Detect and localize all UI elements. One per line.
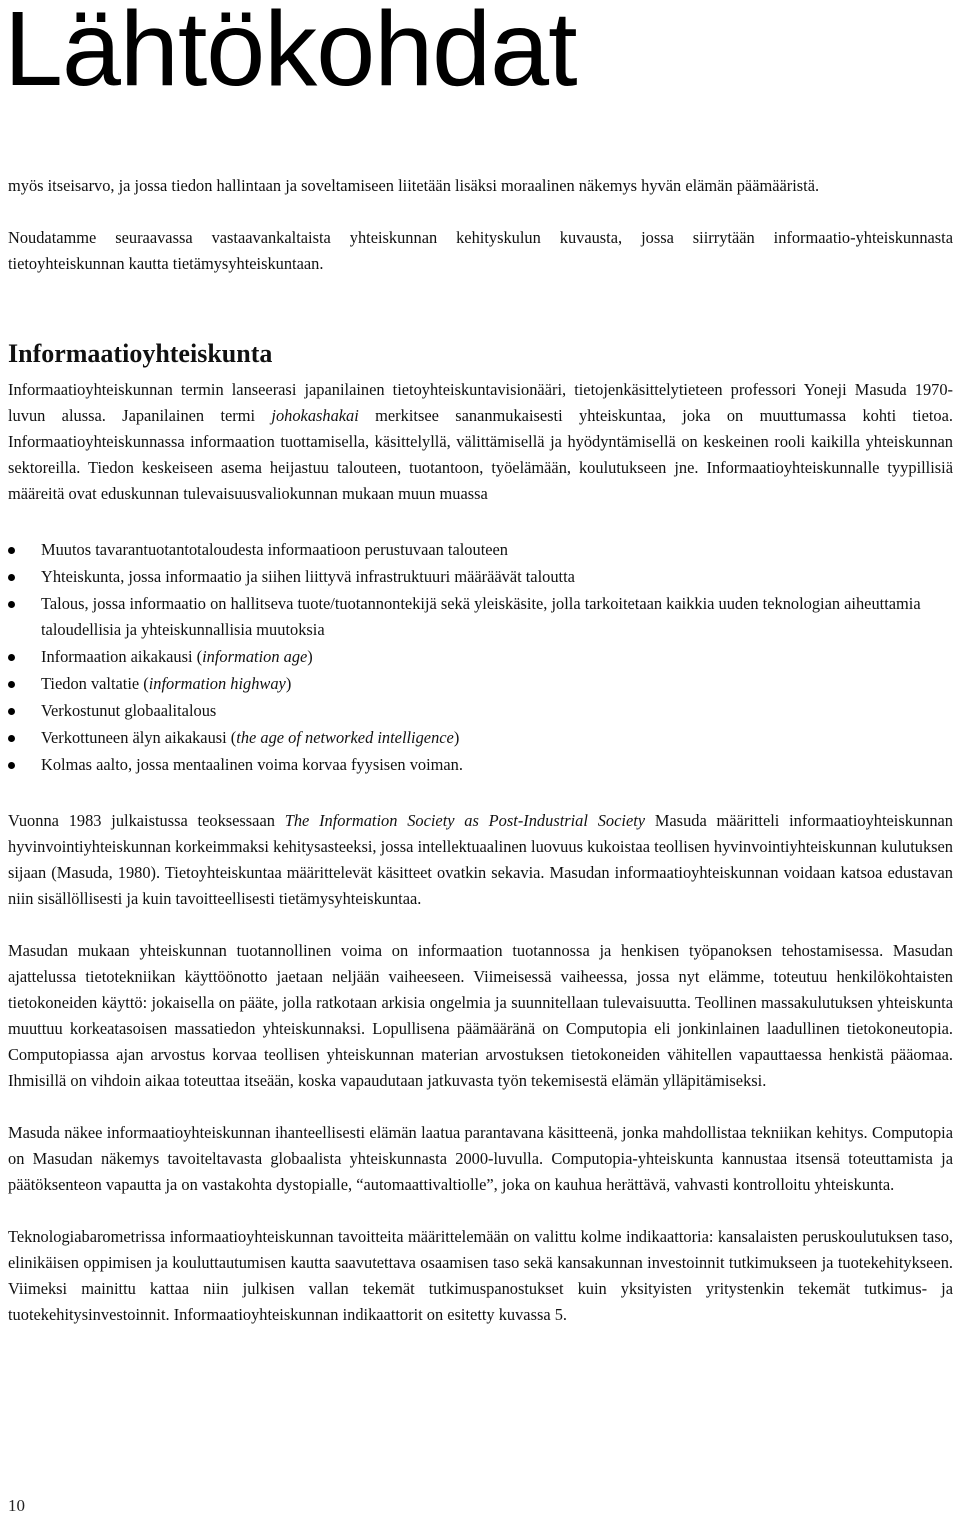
section-paragraph-2 [8, 808, 953, 912]
list-item-italic: information age [202, 647, 308, 666]
list-item [8, 564, 953, 590]
list-item-text: ) [285, 674, 292, 693]
list-item [8, 725, 953, 751]
section-paragraph-4: Masuda näkee informaatioyhteiskunnan ihanteellisesti elämän laatua parantavana käsitteenä, jonka mahdollistaa tekniikan kehitys. Computopia on Masudan näkemys tavoiteltavasta globaalista yhteiskunnasta 2000-luvulla. Computopia-yhteiskunta kannustaa itsensä toteuttamista ja päätöksenteon vapautta ja on vastakohta dystopialle, “automaattivaltiolle”, joka on kauhua herättävä, vahvasti kontrolloitu yhteiskunta. [8, 1123, 953, 1194]
list-item-text: Kolmas aalto, jossa mentaalinen voima korvaa fyysisen voiman. [41, 755, 463, 774]
section-paragraph-1 [8, 377, 953, 507]
list-item [8, 671, 953, 697]
bullet-icon [8, 654, 15, 661]
list-item-text: Verkostunut globaalitalous [41, 701, 217, 720]
list-item-text: Informaation aikakausi ( [41, 647, 203, 666]
list-item-text: Muutos tavarantuotantotaloudesta informaatioon perustuvaan talouteen [41, 540, 508, 559]
bullet-icon [8, 574, 15, 581]
section-paragraph-5: Teknologiabarometrissa informaatioyhteiskunnan tavoitteita määrittelemään on valittu kolme indikaattoria: kansalaisten peruskoulutuksen taso, elinikäisen oppimisen ja kouluttautumisen kautta saavutettava osaamisen taso sekä kansakunnan investoinnit tutkimukseen ja tuotekehitykseen. Viimeksi mainittu kattaa niin julkisen vallan tekemät tutkimuspanostukset kuin yksityisten yritystenkin tekemät tutkimus- ja tuotekehitysinvestoinnit. Informaatioyhteiskunnan indikaattorit on esitetty kuvassa 5. [8, 1227, 953, 1324]
list-item [8, 698, 953, 724]
bullet-icon [8, 681, 15, 688]
list-item-italic: information highway [148, 674, 286, 693]
list-item-text: Talous, jossa informaatio on hallitseva tuote/tuotannontekijä sekä yleiskäsite, jolla tarkoitetaan kaikkia uuden teknologian aiheuttamia taloudellisia ja yhteiskunnallisia muutoksia [41, 594, 921, 639]
bullet-icon [8, 547, 15, 554]
bullet-icon [8, 708, 15, 715]
page-body [8, 173, 953, 1328]
list-item [8, 537, 953, 563]
list-item [8, 752, 953, 778]
section-heading: Informaatioyhteiskunta [8, 339, 273, 368]
paragraph-text: Vuonna 1983 julkaistussa teoksessaan [8, 811, 285, 830]
chapter-header: Lähtökohdat [4, 0, 577, 108]
book-title: The Information Society as Post-Industrial Society [284, 811, 646, 830]
italic-term: johokashakai [271, 406, 359, 425]
bullet-list [8, 537, 953, 778]
list-item-italic: the age of networked intelligence [236, 728, 454, 747]
bullet-icon [8, 762, 15, 769]
page-number: 10 [8, 1496, 25, 1515]
intro-paragraph-1: myös itseisarvo, ja jossa tiedon hallintaan ja soveltamiseen liitetään lisäksi moraalinen näkemys hyvän elämän päämääristä. [8, 176, 820, 195]
paragraph-text: Informaatioyhteiskunnan termin lanseerasi japanilainen tietoyhteiskuntavisionääri, tietojenkäsittelytieteen professori Yoneji Masuda 1970-luvun alussa. Japanilainen termi [8, 380, 953, 425]
paragraph-text: merkitsee sananmukaisesti yhteiskuntaa, joka on muuttumassa kohti tietoa. Informaatioyhteiskunnassa informaation tuottamisella, käsittelyllä, välittämisellä ja hyödyntämisellä on keskeinen rooli kaikilla yhteiskunnan sektoreilla. Tiedon keskeiseen asema heijastuu talouteen, tuotantoon, työelämään, koulutukseen jne. Informaatioyhteiskunnalle tyypillisiä määreitä ovat eduskunnan tulevaisuusvaliokunnan mukaan muun muassa [8, 406, 953, 503]
bullet-icon [8, 735, 15, 742]
list-item-text: ) [453, 728, 460, 747]
list-item [8, 644, 953, 670]
section-paragraph-3: Masudan mukaan yhteiskunnan tuotannollinen voima on informaation tuotannossa ja henkisen työpanoksen tehostamisessa. Masudan ajattelussa tietotekniikan käyttöönotto jaetaan neljään vaiheeseen. Viimeisessä vaiheessa, jossa nyt elämme, toteutuu henkilökohtaisten tietokoneiden käyttö: jokaisella on pääte, jolla ratkotaan arkisia ongelmia ja suunnitellaan tulevaisuutta. Teollinen massakulutuksen yhteiskunta muuttuu korkeatasoisen massatiedon yhteiskunnaksi. Lopullisena päämääränä on Computopia eli jonkinlainen laadullinen tietokoneutopia. Computopiassa ajan arvostus korvaa teollisen yhteiskunnan materian arvostuksen tietokoneiden vähitellen vapauttaessa henkistä pääomaa. Ihmisillä on vihdoin aikaa toteuttaa itseään, koska vapaudutaan jatkuvasta työn tekemisestä elämän ylläpitämiseksi. [8, 941, 953, 1090]
intro-paragraph-2: Noudatamme seuraavassa vastaavankaltaista yhteiskunnan kehityskulun kuvausta, jossa siirrytään informaatio-yhteiskunnasta tietoyhteiskunnan kautta tietämysyhteiskuntaan. [8, 228, 953, 273]
paragraph-text: Masuda määritteli informaatioyhteiskunnan hyvinvointiyhteiskunnan korkeimmaksi kehitysasteeksi, jossa intellektuaalinen luovuus kukoistaa teollisen hyvinvointiyhteiskunnan kulutuksen sijaan (Masuda, 1980). Tietoyhteiskuntaa määrittelevät käsitteet ovatkin sekavia. Masudan informaatioyhteiskunnan voidaan katsoa edustavan niin sisällöllisesti ja kuin tavoitteellisesti tietämysyhteiskuntaa. [8, 811, 953, 908]
list-item-text: Yhteiskunta, jossa informaatio ja siihen liittyvä infrastruktuuri määräävät taloutta [41, 567, 575, 586]
list-item [8, 591, 953, 643]
bullet-icon [8, 601, 15, 608]
list-item-text: Tiedon valtatie ( [41, 674, 149, 693]
list-item-text: ) [307, 647, 313, 666]
list-item-text: Verkottuneen älyn aikakausi ( [41, 728, 237, 747]
